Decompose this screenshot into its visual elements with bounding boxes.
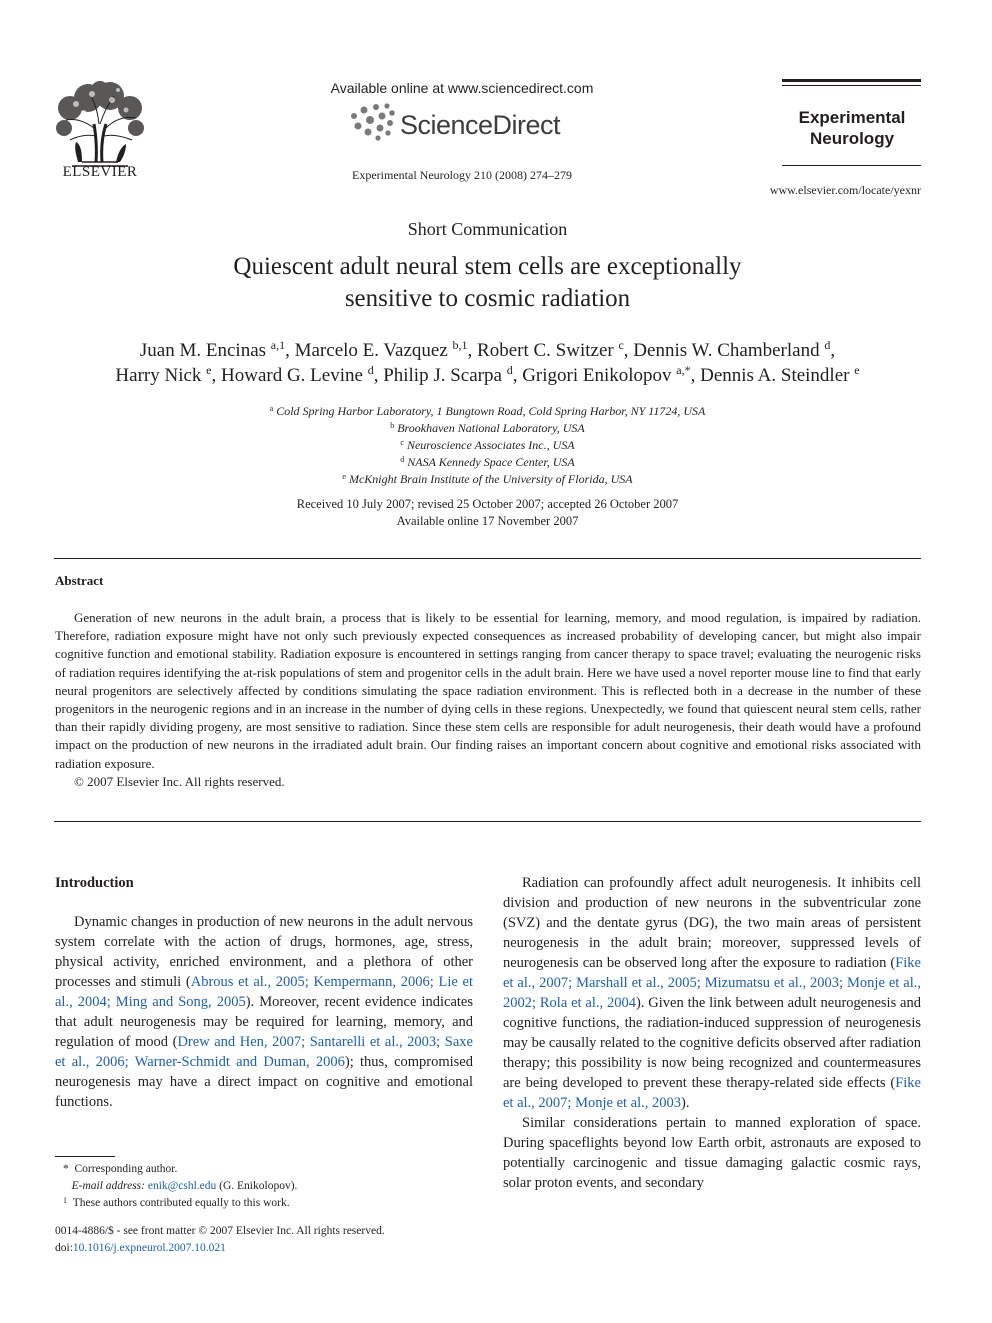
footnote-equal-contribution [55, 1195, 473, 1212]
affiliation-mark: c [400, 438, 404, 447]
email-label: E-mail address: [71, 1180, 145, 1192]
publisher-name: ELSEVIER [62, 164, 138, 180]
journal-rule [782, 85, 921, 86]
footnotes [55, 1161, 473, 1212]
email-link[interactable]: enik@cshl.edu [147, 1180, 217, 1192]
affiliation-text: NASA Kennedy Space Center, USA [407, 455, 575, 469]
paragraph-text: ); thus, compromised neurogenesis may have a direct impact on cognitive and emotional functions. [55, 1054, 473, 1110]
paragraph-text: ). [681, 1095, 690, 1111]
affiliation-text: Brookhaven National Laboratory, USA [397, 421, 585, 435]
journal-name-line2: Neurology [809, 129, 895, 148]
footnote-rule [55, 1156, 115, 1157]
author-name: Grigori Enikolopov [522, 365, 672, 386]
received-dates: Received 10 July 2007; revised 25 October 2007; accepted 26 October 2007 [296, 497, 679, 511]
affiliation-item [100, 471, 875, 488]
front-matter [55, 1223, 473, 1257]
affiliation-item [100, 420, 875, 437]
author-affiliation-mark: a,* [676, 363, 691, 377]
author-name: Marcelo E. Vazquez [294, 340, 448, 361]
paragraph [503, 873, 921, 1113]
author-name: Howard G. Levine [221, 365, 363, 386]
journal-citation: Experimental Neurology 210 (2008) 274–279 [352, 168, 572, 182]
available-online-date: Available online 17 November 2007 [396, 514, 579, 528]
paragraph-text: ). Moreover, recent evidence indicates that adult neurogenesis may be required for learning, memory, and regulation of mood ( [55, 994, 473, 1050]
title-line: Quiescent adult neural stem cells are exceptionally [233, 253, 742, 280]
author-name: Juan M. Encinas [139, 340, 267, 361]
author-separator: , [211, 365, 221, 386]
author-affiliation-mark: c [618, 338, 624, 352]
abstract-text: Generation of new neurons in the adult brain, a process that is likely to be essential for learning, memory, and mood regulation, is impaired by radiation. Therefore, radiation exposure might have not only such previously expected consequences as increased probability of developing cancer, but might also impair cognitive function and emotional stability. Radiation exposure is encountered in settings ranging from cancer therapy to space travel; evaluating the neurogenic risks of radiation requires identifying the at-risk populations of stem and progenitor cells in the adult brain. Here we have used a novel reporter mouse line to find that early neural progenitors are selectively affected by conditions simulating the space radiation environment. This is reflected both in a decrease in the number of these progenitors in the neurogenic regions and in an increase in the number of dying cells in these regions. Unexpectedly, we found that quiescent neural stem cells, rather than their rapidly dividing progeny, are most sensitive to radiation. Since these stem cells are responsible for adult neurogenesis, their death would have a profound impact on the production of new neurons in the irradiated adult brain. Our finding raises an important concern about cognitive and emotional risks associated with radiation exposure. [55, 610, 921, 771]
author-affiliation-mark: b,1 [452, 338, 468, 352]
affiliation-text: McKnight Brain Institute of the University of Florida, USA [348, 472, 633, 486]
author-affiliation-mark: a,1 [270, 338, 286, 352]
author-name: Dennis A. Steindler [700, 365, 850, 386]
article-title [100, 251, 875, 315]
author-affiliation-mark: e [854, 363, 860, 377]
author-name: Robert C. Switzer [477, 340, 614, 361]
affiliation-list [100, 403, 875, 488]
author-line-2 [40, 363, 935, 388]
journal-rule [782, 165, 921, 166]
author-name: Philip J. Scarpa [383, 365, 502, 386]
footnote-mark: * [63, 1163, 69, 1175]
citation-link[interactable]: Fike et al., 2007; Monje et al., 2003 [503, 1075, 921, 1111]
author-separator: , [623, 340, 634, 361]
article-dates [100, 496, 875, 530]
author-affiliation-mark: d [824, 338, 831, 352]
author-name: Dennis W. Chamberland [633, 340, 820, 361]
article-type: Short Communication [407, 219, 568, 239]
section-heading-introduction: Introduction [55, 875, 134, 891]
author-affiliation-mark: d [367, 363, 374, 377]
doi-label: doi: [55, 1242, 73, 1254]
affiliation-mark: b [390, 421, 395, 430]
title-line: sensitive to cosmic radiation [344, 285, 631, 312]
footnote-text: (G. Enikolopov). [219, 1180, 298, 1192]
author-name: Harry Nick [115, 365, 202, 386]
divider [54, 821, 921, 822]
author-separator: , [690, 365, 701, 386]
divider [54, 558, 921, 559]
journal-name [770, 107, 934, 149]
journal-name-line1: Experimental [798, 108, 906, 127]
abstract-heading: Abstract [55, 573, 104, 588]
journal-rule [782, 79, 921, 82]
paragraph: Similar considerations pertain to manned exploration of space. During spaceflights beyond low Earth orbit, astronauts are exposed to potentially carcinogenic and tissue damaging galactic cosmic rays, solar proton events, and secondary [503, 1115, 921, 1191]
doi-line [55, 1240, 473, 1257]
paragraph-text: Radiation can profoundly affect adult neurogenesis. It inhibits cell division and production of new neurons in the subventricular zone (SVZ) and the dentate gyrus (DG), the two main areas of persistent neurogenesis in the adult brain; moreover, suppressed levels of neurogenesis can be observed long after the exposure to radiation ( [503, 875, 921, 971]
author-line-1 [40, 338, 935, 363]
footnote-corresponding [55, 1161, 473, 1178]
affiliation-mark: d [400, 455, 405, 464]
author-list [40, 338, 935, 388]
sciencedirect-wordmark: ScienceDirect [400, 110, 561, 140]
affiliation-text: Neuroscience Associates Inc., USA [406, 438, 575, 452]
author-affiliation-mark: e [206, 363, 212, 377]
footnote-email [55, 1178, 473, 1195]
author-separator: , [830, 340, 836, 361]
left-column [55, 873, 473, 1112]
footnote-text: Corresponding author. [74, 1163, 178, 1175]
issn-line: 0014-4886/$ - see front matter © 2007 Elsevier Inc. All rights reserved. [55, 1225, 385, 1237]
footnote-text: These authors contributed equally to this work. [72, 1197, 290, 1209]
author-separator: , [512, 365, 523, 386]
affiliation-mark: e [342, 472, 346, 481]
citation-link[interactable]: Abrous et al., 2005; Kempermann, 2006; Lie et al., 2004; Ming and Song, 2005 [55, 974, 473, 1010]
author-separator: , [373, 365, 384, 386]
paragraph-text: Dynamic changes in production of new neurons in the adult nervous system correlate with the action of drugs, hormones, age, stress, physical activity, enriched environment, and a plethora of other processes and stimuli ( [55, 914, 473, 990]
affiliation-mark: a [269, 404, 274, 413]
available-online-note: Available online at www.sciencedirect.com [330, 80, 594, 96]
paragraph-text: ). Given the link between adult neurogenesis and cognitive functions, the radiation-induced suppression of neurogenesis may be causally related to the cognitive deficits observed after radiation therapy; this possibility is now being recognized and countermeasures are being developed to prevent these therapy-related side effects ( [503, 995, 921, 1091]
right-column [503, 873, 921, 1193]
affiliation-item [100, 437, 875, 454]
footnote-mark: 1 [63, 1196, 67, 1205]
author-affiliation-mark: d [506, 363, 513, 377]
author-separator: , [467, 340, 478, 361]
copyright: © 2007 Elsevier Inc. All rights reserved. [74, 773, 285, 789]
affiliation-item [100, 403, 875, 420]
citation-link[interactable]: Drew and Hen, 2007; Santarelli et al., 2003; Saxe et al., 2006; Warner-Schmidt and Duman, 2006 [55, 1034, 473, 1070]
affiliation-item [100, 454, 875, 471]
paragraph [55, 912, 473, 1112]
doi-link[interactable]: 10.1016/j.expneurol.2007.10.021 [72, 1242, 226, 1254]
affiliation-text: Cold Spring Harbor Laboratory, 1 Bungtown Road, Cold Spring Harbor, NY 11724, USA [276, 404, 706, 418]
journal-url[interactable]: www.elsevier.com/locate/yexnr [769, 183, 921, 197]
author-separator: , [285, 340, 295, 361]
abstract-body [55, 609, 921, 791]
citation-link[interactable]: Fike et al., 2007; Marshall et al., 2005; Mizumatsu et al., 2003; Monje et al., 2002; Rola et al., 2004 [503, 955, 921, 1011]
